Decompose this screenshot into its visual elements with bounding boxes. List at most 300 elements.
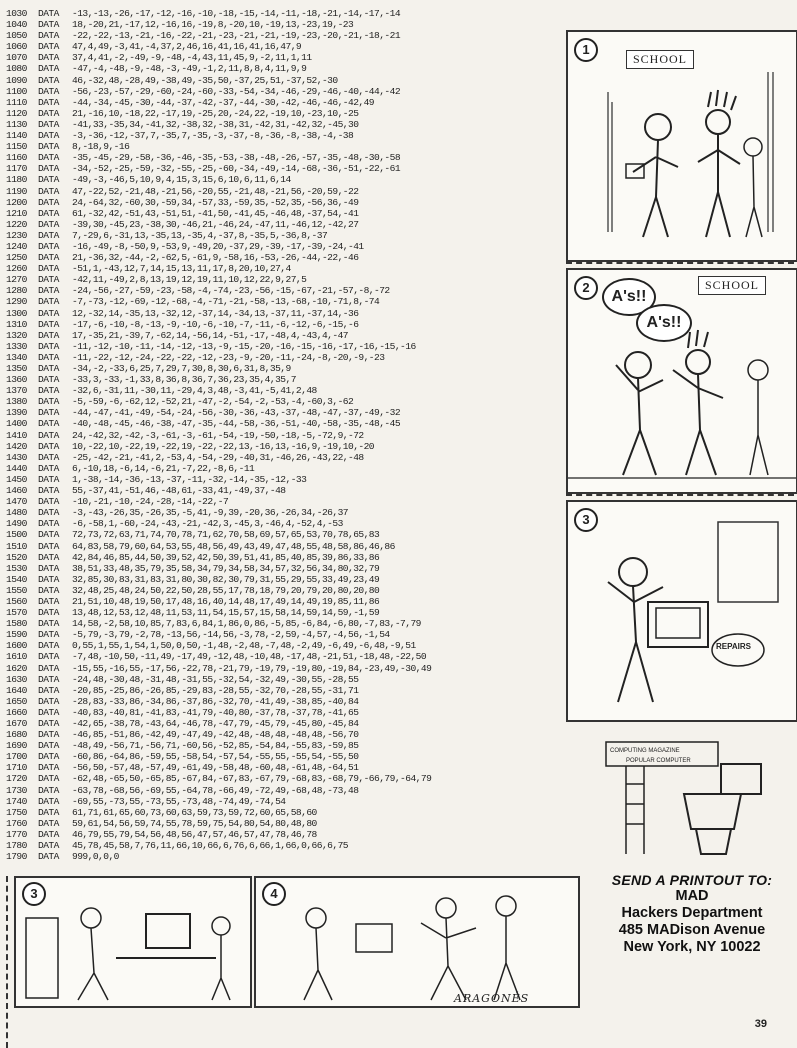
- line-number: 1350: [6, 363, 27, 374]
- listing-line: [6, 352, 562, 363]
- data-values: 61,-32,42,-51,43,-51,51,-41,50,-41,45,-46,48,-37,54,-41: [72, 207, 359, 219]
- listing-line: [6, 8, 562, 19]
- data-values: -11,-12,-10,-11,-14,-12,-13,-9,-15,-20,-16,-15,-16,-17,-16,-15,-16: [72, 340, 416, 352]
- line-number: 1770: [6, 828, 27, 840]
- line-number: 1620: [6, 662, 27, 674]
- line-number: 1090: [6, 74, 27, 86]
- line-number: 1480: [6, 507, 27, 519]
- data-keyword: DATA: [38, 529, 59, 541]
- data-keyword: DATA: [38, 130, 59, 142]
- data-values: -44,-47,-41,-49,-54,-24,-56,-30,-36,-43,-37,-48,-47,-37,-49,-32: [72, 407, 401, 419]
- speech-bubble: A's!!: [636, 304, 692, 342]
- data-keyword: DATA: [38, 651, 59, 663]
- listing-line: [6, 308, 562, 319]
- line-number: 1750: [6, 806, 27, 818]
- data-values: -51,1,-43,12,7,14,15,13,11,17,8,20,10,27,4: [72, 263, 291, 275]
- data-values: -5,79,-3,79,-2,78,-13,56,-14,56,-3,78,-2,59,-4,57,-4,56,-1,54: [72, 629, 390, 641]
- listing-line: [6, 496, 562, 507]
- listing-line: [6, 319, 562, 330]
- listing-line: [6, 607, 562, 618]
- dashed-cut-line: [6, 876, 8, 1048]
- line-number: 1310: [6, 318, 27, 330]
- listing-line: [6, 640, 562, 651]
- data-keyword: DATA: [38, 684, 59, 696]
- listing-line: [6, 485, 562, 496]
- line-number: 1050: [6, 30, 27, 42]
- data-keyword: DATA: [38, 440, 59, 452]
- listing-line: [6, 773, 562, 784]
- data-values: -28,83,-33,86,-34,86,-37,86,-32,70,-41,49,-38,85,-40,84: [72, 695, 359, 707]
- data-values: -49,-3,-46,5,10,9,4,15,3,15,6,10,6,11,6,14: [72, 174, 291, 186]
- line-number: 1610: [6, 651, 27, 663]
- data-values: 42,84,46,85,44,50,39,52,42,50,39,51,41,85,40,85,39,86,33,86: [72, 551, 380, 563]
- line-number: 1660: [6, 706, 27, 718]
- listing-line: [6, 97, 562, 108]
- listing-line: [6, 507, 562, 518]
- line-number: 1680: [6, 729, 27, 741]
- data-keyword: DATA: [38, 429, 59, 441]
- data-keyword: DATA: [38, 285, 59, 297]
- listing-line: [6, 729, 562, 740]
- line-number: 1320: [6, 329, 27, 341]
- line-number: 1390: [6, 407, 27, 419]
- listing-line: [6, 840, 562, 851]
- data-keyword: DATA: [38, 673, 59, 685]
- data-keyword: DATA: [38, 385, 59, 397]
- line-number: 1290: [6, 296, 27, 308]
- listing-line: [6, 108, 562, 119]
- line-number: 1650: [6, 695, 27, 707]
- data-values: -20,85,-25,86,-26,85,-29,83,-28,55,-32,70,-28,55,-31,71: [72, 684, 359, 696]
- line-number: 1360: [6, 374, 27, 386]
- listing-line: [6, 341, 562, 352]
- data-keyword: DATA: [38, 329, 59, 341]
- data-values: 8,-18,9,-16: [72, 141, 130, 153]
- line-number: 1600: [6, 640, 27, 652]
- page-number: 39: [754, 1018, 767, 1030]
- data-values: 10,-22,10,-22,19,-22,19,-22,-22,13,-16,13,-16,9,-19,10,-20: [72, 440, 375, 452]
- listing-line: [6, 141, 562, 152]
- school-sign: SCHOOL: [698, 276, 766, 295]
- data-keyword: DATA: [38, 773, 59, 785]
- dashed-cut-line: [566, 262, 794, 264]
- listing-line: [6, 663, 562, 674]
- magazine-label: COMPUTING MAGAZINE: [610, 748, 680, 754]
- line-number: 1540: [6, 573, 27, 585]
- line-number: 1470: [6, 496, 27, 508]
- cartoon-students-illustration: [568, 32, 796, 260]
- data-keyword: DATA: [38, 607, 59, 619]
- line-number: 1450: [6, 473, 27, 485]
- data-values: 47,4,49,-3,41,-4,37,2,46,16,41,16,41,16,47,9: [72, 41, 302, 53]
- listing-line: [6, 430, 562, 441]
- listing-line: [6, 385, 562, 396]
- line-number: 1380: [6, 396, 27, 408]
- line-number: 1070: [6, 52, 27, 64]
- line-number: 1400: [6, 418, 27, 430]
- panel-number-badge: 3: [22, 882, 46, 906]
- data-keyword: DATA: [38, 418, 59, 430]
- data-keyword: DATA: [38, 551, 59, 563]
- data-values: 13,48,12,53,12,48,11,53,11,54,15,57,15,58,14,59,14,59,-1,59: [72, 607, 380, 619]
- data-values: 55,-37,41,-51,46,-48,61,-33,41,-49,37,-48: [72, 485, 286, 497]
- address-line: 485 MADison Avenue: [618, 922, 766, 938]
- line-number: 1270: [6, 274, 27, 286]
- listing-line: [6, 274, 562, 285]
- data-keyword: DATA: [38, 485, 59, 497]
- listing-line: [6, 541, 562, 552]
- listing-line: [6, 718, 562, 729]
- line-number: 1740: [6, 795, 27, 807]
- listing-line: [6, 629, 562, 640]
- listing-line: [6, 330, 562, 341]
- listing-line: [6, 829, 562, 840]
- line-number: 1490: [6, 518, 27, 530]
- listing-line: [6, 197, 562, 208]
- listing-line: [6, 851, 562, 862]
- data-values: -42,65,-38,78,-43,64,-46,78,-47,79,-45,79,-45,80,-45,84: [72, 718, 359, 729]
- panel-number-badge: 4: [262, 882, 286, 906]
- line-number: 1080: [6, 63, 27, 75]
- line-number: 1370: [6, 385, 27, 397]
- data-keyword: DATA: [38, 407, 59, 419]
- listing-line: [6, 563, 562, 574]
- data-keyword: DATA: [38, 96, 59, 108]
- data-keyword: DATA: [38, 274, 59, 286]
- data-keyword: DATA: [38, 396, 59, 408]
- line-number: 1710: [6, 762, 27, 774]
- data-values: 12,-32,14,-35,13,-32,12,-37,14,-34,13,-37,11,-37,14,-36: [72, 307, 359, 319]
- listing-line: [6, 796, 562, 807]
- data-values: -5,-59,-6,-62,12,-52,21,-47,-2,-54,-2,-53,-4,-60,3,-62: [72, 396, 354, 408]
- bottom-comic-panel-4: [254, 876, 580, 1008]
- line-number: 1580: [6, 618, 27, 630]
- data-keyword: DATA: [38, 640, 59, 652]
- data-keyword: DATA: [38, 107, 59, 119]
- data-values: 21,-16,10,-18,22,-17,19,-25,20,-24,22,-19,10,-23,10,-25: [72, 107, 359, 119]
- data-keyword: DATA: [38, 473, 59, 485]
- listing-line: [6, 163, 562, 174]
- line-number: 1340: [6, 351, 27, 363]
- listing-line: [6, 52, 562, 63]
- data-keyword: DATA: [38, 19, 59, 31]
- listing-line: [6, 807, 562, 818]
- address-line: New York, NY 10022: [623, 939, 761, 955]
- speech-bubble: A's!!: [602, 278, 656, 316]
- data-values: 21,-36,32,-44,-2,-62,5,-61,9,-58,16,-53,-26,-44,-22,-46: [72, 252, 359, 264]
- data-values: -40,-48,-45,-46,-38,-47,-35,-44,-58,-36,-51,-40,-58,-35,-48,-45: [72, 418, 401, 430]
- listing-line: [6, 585, 562, 596]
- data-keyword: DATA: [38, 562, 59, 574]
- line-number: 1250: [6, 252, 27, 264]
- line-number: 1700: [6, 751, 27, 763]
- data-values: 24,-42,32,-42,-3,-61,-3,-61,-54,-19,-50,-18,-5,-72,9,-72: [72, 429, 364, 441]
- listing-line: [6, 30, 562, 41]
- data-values: -24,48,-30,48,-31,48,-31,55,-32,54,-32,49,-30,55,-28,55: [72, 673, 359, 685]
- data-keyword: DATA: [38, 507, 59, 519]
- data-keyword: DATA: [38, 584, 59, 596]
- data-values: -47,-4,-48,-9,-48,-3,-49,-1,2,11,8,8,4,11,9,9: [72, 63, 307, 75]
- data-values: -60,86,-64,86,-59,55,-58,54,-57,54,-55,55,-55,54,-55,50: [72, 751, 359, 763]
- data-values: -16,-49,-8,-50,9,-53,9,-49,20,-37,29,-39,-17,-39,-24,-41: [72, 240, 364, 252]
- listing-line: [6, 41, 562, 52]
- data-values: -3,-36,-12,-37,7,-35,7,-35,-3,-37,-8,-36,-8,-38,-4,-38: [72, 130, 354, 142]
- listing-line: [6, 19, 562, 30]
- data-keyword: DATA: [38, 795, 59, 807]
- data-values: -34,-2,-33,6,25,7,29,7,30,8,30,6,31,8,35,9: [72, 363, 291, 374]
- data-values: -63,78,-68,56,-69,55,-64,78,-66,49,-72,49,-68,48,-73,48: [72, 784, 359, 796]
- data-keyword: DATA: [38, 618, 59, 630]
- send-heading: SEND A PRINTOUT TO:: [611, 872, 773, 888]
- data-values: 18,-20,21,-17,12,-16,16,-19,8,-20,10,-19,13,-23,19,-23: [72, 19, 354, 31]
- listing-line: [6, 651, 562, 662]
- data-keyword: DATA: [38, 851, 59, 863]
- data-values: -42,11,-49,2,8,13,19,12,19,11,10,12,22,9,27,5: [72, 274, 307, 286]
- panel-number-badge: 1: [574, 38, 598, 62]
- data-keyword: DATA: [38, 729, 59, 741]
- listing-line: [6, 152, 562, 163]
- data-keyword: DATA: [38, 318, 59, 330]
- data-keyword: DATA: [38, 462, 59, 474]
- data-keyword: DATA: [38, 207, 59, 219]
- line-number: 1720: [6, 773, 27, 785]
- panel-number-badge: 3: [574, 508, 598, 532]
- data-keyword: DATA: [38, 695, 59, 707]
- data-values: 46,-32,48,-28,49,-38,49,-35,50,-37,25,51,-37,52,-30: [72, 74, 338, 86]
- line-number: 1100: [6, 85, 27, 97]
- listing-line: [6, 441, 562, 452]
- cartoon-celebration-illustration: [568, 270, 796, 492]
- data-values: 46,79,55,79,54,56,48,56,47,57,46,57,47,78,46,78: [72, 828, 317, 840]
- panel-number-badge: 2: [574, 276, 598, 300]
- data-keyword: DATA: [38, 718, 59, 729]
- cartoon-dance-illustration: [256, 878, 578, 1006]
- line-number: 1180: [6, 174, 27, 186]
- listing-line: [6, 241, 562, 252]
- data-keyword: DATA: [38, 828, 59, 840]
- data-values: -3,-43,-26,35,-26,35,-5,41,-9,39,-20,36,-26,34,-26,37: [72, 507, 348, 519]
- data-values: 59,61,54,56,59,74,55,78,59,75,54,80,54,80,48,80: [72, 817, 317, 829]
- line-number: 1420: [6, 440, 27, 452]
- data-keyword: DATA: [38, 74, 59, 86]
- data-values: -40,83,-40,81,-41,83,-41,79,-40,80,-37,78,-37,78,-41,65: [72, 706, 359, 718]
- data-keyword: DATA: [38, 263, 59, 275]
- line-number: 1550: [6, 584, 27, 596]
- listing-line: [6, 518, 562, 529]
- data-values: 37,4,41,-2,-49,-9,-48,-4,43,11,45,9,-2,11,1,11: [72, 52, 312, 64]
- data-values: -56,50,-57,48,-57,49,-61,49,-58,48,-60,48,-61,48,-64,51: [72, 762, 359, 774]
- line-number: 1150: [6, 141, 27, 153]
- data-keyword: DATA: [38, 706, 59, 718]
- data-values: -44,-34,-45,-30,-44,-37,-42,-37,-44,-30,-42,-46,-46,-42,49: [72, 96, 375, 108]
- listing-line: [6, 818, 562, 829]
- line-number: 1690: [6, 740, 27, 752]
- listing-line: [6, 252, 562, 263]
- listing-line: [6, 86, 562, 97]
- line-number: 1330: [6, 340, 27, 352]
- line-number: 1560: [6, 595, 27, 607]
- data-keyword: DATA: [38, 252, 59, 264]
- listing-line: [6, 230, 562, 241]
- data-values: -62,48,-65,50,-65,85,-67,84,-67,83,-67,79,-68,83,-68,79,-66,79,-64,79: [72, 773, 432, 785]
- address-line: MAD: [675, 888, 709, 904]
- address-line: Hackers Department: [621, 905, 763, 921]
- magazine-label: POPULAR COMPUTER: [626, 758, 691, 764]
- data-values: -6,-58,1,-60,-24,-43,-21,-42,3,-45,3,-46,4,-52,4,-53: [72, 518, 343, 530]
- listing-line: [6, 529, 562, 540]
- data-keyword: DATA: [38, 41, 59, 53]
- line-number: 1260: [6, 263, 27, 275]
- artist-signature: ARAGONÉS: [454, 992, 530, 1005]
- data-values: 1,-38,-14,-36,-13,-37,-11,-32,-14,-35,-12,-33: [72, 473, 307, 485]
- listing-line: [6, 208, 562, 219]
- listing-line: [6, 374, 562, 385]
- data-values: 17,-35,21,-39,7,-62,14,-56,14,-51,-17,-48,4,-43,4,-47: [72, 329, 348, 341]
- line-number: 1630: [6, 673, 27, 685]
- data-keyword: DATA: [38, 496, 59, 508]
- cartoon-office-illustration: [16, 878, 250, 1006]
- listing-line: [6, 75, 562, 86]
- data-keyword: DATA: [38, 307, 59, 319]
- line-number: 1460: [6, 485, 27, 497]
- line-number: 1520: [6, 551, 27, 563]
- listing-line: [6, 751, 562, 762]
- data-keyword: DATA: [38, 540, 59, 552]
- listing-line: [6, 285, 562, 296]
- line-number: 1160: [6, 152, 27, 164]
- line-number: 1790: [6, 851, 27, 863]
- line-number: 1670: [6, 718, 27, 729]
- listing-line: [6, 219, 562, 230]
- data-keyword: DATA: [38, 662, 59, 674]
- listing-line: [6, 552, 562, 563]
- data-values: -34,-52,-25,-59,-32,-55,-25,-60,-34,-49,-14,-68,-36,-51,-22,-61: [72, 163, 401, 175]
- listing-line: [6, 396, 562, 407]
- school-sign: SCHOOL: [626, 50, 694, 69]
- data-values: -39,30,-45,23,-38,30,-46,21,-46,24,-47,11,-46,12,-42,27: [72, 218, 359, 230]
- listing-line: [6, 263, 562, 274]
- line-number: 1300: [6, 307, 27, 319]
- listing-line: [6, 618, 562, 629]
- data-keyword: DATA: [38, 118, 59, 130]
- data-keyword: DATA: [38, 374, 59, 386]
- comic-panel-1: [566, 30, 797, 262]
- comic-panel-2: [566, 268, 797, 494]
- line-number: 1220: [6, 218, 27, 230]
- data-values: -56,-23,-57,-29,-60,-24,-60,-33,-54,-34,-46,-29,-46,-40,-44,-42: [72, 85, 401, 97]
- data-values: -11,-22,-12,-24,-22,-22,-12,-23,-9,-20,-11,-24,-8,-20,-9,-23: [72, 351, 385, 363]
- listing-line: [6, 452, 562, 463]
- data-keyword: DATA: [38, 185, 59, 197]
- line-number: 1510: [6, 540, 27, 552]
- data-values: -7,-73,-12,-69,-12,-68,-4,-71,-21,-58,-13,-68,-10,-71,8,-74: [72, 296, 380, 308]
- data-keyword: DATA: [38, 218, 59, 230]
- dashed-cut-line: [566, 494, 794, 496]
- listing-line: [6, 785, 562, 796]
- data-keyword: DATA: [38, 340, 59, 352]
- line-number: 1410: [6, 429, 27, 441]
- data-values: -22,-22,-13,-21,-16,-22,-21,-23,-21,-21,-19,-23,-20,-21,-18,-21: [72, 30, 401, 42]
- data-values: -33,3,-33,-1,33,8,36,8,36,7,36,23,35,4,35,7: [72, 374, 296, 386]
- listing-line: [6, 474, 562, 485]
- data-values: -41,33,-35,34,-41,32,-38,32,-38,31,-42,31,-42,32,-45,30: [72, 118, 359, 130]
- line-number: 1130: [6, 118, 27, 130]
- line-number: 1120: [6, 107, 27, 119]
- data-keyword: DATA: [38, 762, 59, 774]
- line-number: 1110: [6, 96, 27, 108]
- data-values: 999,0,0,0: [72, 851, 119, 863]
- line-number: 1440: [6, 462, 27, 474]
- data-keyword: DATA: [38, 163, 59, 175]
- comic-panel-3: [566, 500, 797, 722]
- data-values: -32,6,-31,11,-30,11,-29,4,3,48,-3,41,-5,41,2,48: [72, 385, 317, 397]
- data-values: -24,-56,-27,-59,-23,-58,-4,-74,-23,-56,-15,-67,-21,-57,-8,-72: [72, 285, 390, 297]
- listing-line: [6, 596, 562, 607]
- line-number: 1230: [6, 229, 27, 241]
- data-values: -25,-42,-21,-41,2,-53,4,-54,-29,-40,31,-46,26,-43,22,-48: [72, 451, 364, 463]
- cartoon-computer-repair-illustration: [568, 502, 796, 720]
- data-keyword: DATA: [38, 451, 59, 463]
- data-keyword: DATA: [38, 806, 59, 818]
- listing-line: [6, 685, 562, 696]
- data-keyword: DATA: [38, 141, 59, 153]
- cartoon-toilet-printout-illustration: [566, 734, 794, 862]
- data-keyword: DATA: [38, 240, 59, 252]
- bottom-comic-panel-3: [14, 876, 252, 1008]
- line-number: 1570: [6, 607, 27, 619]
- line-number: 1170: [6, 163, 27, 175]
- data-values: -10,-21,-10,-24,-28,-14,-22,-7: [72, 496, 229, 508]
- basic-data-listing: [6, 8, 562, 862]
- data-values: -7,48,-10,50,-11,49,-17,49,-12,48,-10,48,-17,48,-21,51,-18,48,-22,50: [72, 651, 427, 663]
- listing-line: [6, 363, 562, 374]
- line-number: 1530: [6, 562, 27, 574]
- listing-line: [6, 63, 562, 74]
- listing-line: [6, 130, 562, 141]
- send-printout-address: [592, 872, 792, 956]
- data-keyword: DATA: [38, 840, 59, 852]
- data-values: -48,49,-56,71,-56,71,-60,56,-52,85,-54,84,-55,83,-59,85: [72, 740, 359, 752]
- data-keyword: DATA: [38, 518, 59, 530]
- listing-line: [6, 707, 562, 718]
- line-number: 1190: [6, 185, 27, 197]
- line-number: 1040: [6, 19, 27, 31]
- listing-line: [6, 174, 562, 185]
- data-values: 14,58,-2,58,10,85,7,83,6,84,1,86,0,86,-5,85,-6,84,-6,80,-7,83,-7,79: [72, 618, 421, 630]
- data-values: 72,73,72,63,71,74,70,78,71,62,70,58,69,57,65,53,70,78,65,83: [72, 529, 380, 541]
- line-number: 1760: [6, 817, 27, 829]
- data-values: -13,-13,-26,-17,-12,-16,-10,-18,-15,-14,-11,-18,-21,-14,-17,-14: [72, 8, 401, 19]
- line-number: 1780: [6, 840, 27, 852]
- line-number: 1030: [6, 8, 27, 19]
- listing-line: [6, 418, 562, 429]
- repairs-tag: REPAIRS: [716, 642, 751, 651]
- data-keyword: DATA: [38, 817, 59, 829]
- listing-line: [6, 574, 562, 585]
- line-number: 1590: [6, 629, 27, 641]
- data-values: 7,-29,6,-31,13,-35,13,-35,4,-37,8,-35,5,-36,8,-37: [72, 229, 328, 241]
- line-number: 1140: [6, 130, 27, 142]
- data-keyword: DATA: [38, 740, 59, 752]
- data-keyword: DATA: [38, 296, 59, 308]
- data-values: -69,55,-73,55,-73,55,-73,48,-74,49,-74,54: [72, 795, 286, 807]
- data-values: 64,83,58,79,60,64,53,55,48,56,49,43,49,47,48,55,48,58,86,46,86: [72, 540, 395, 552]
- data-values: 32,85,30,83,31,83,31,80,30,82,30,79,31,55,29,55,33,49,23,49: [72, 573, 380, 585]
- listing-line: [6, 186, 562, 197]
- data-keyword: DATA: [38, 229, 59, 241]
- data-values: 6,-10,18,-6,14,-6,21,-7,22,-8,6,-11: [72, 462, 255, 474]
- data-keyword: DATA: [38, 52, 59, 64]
